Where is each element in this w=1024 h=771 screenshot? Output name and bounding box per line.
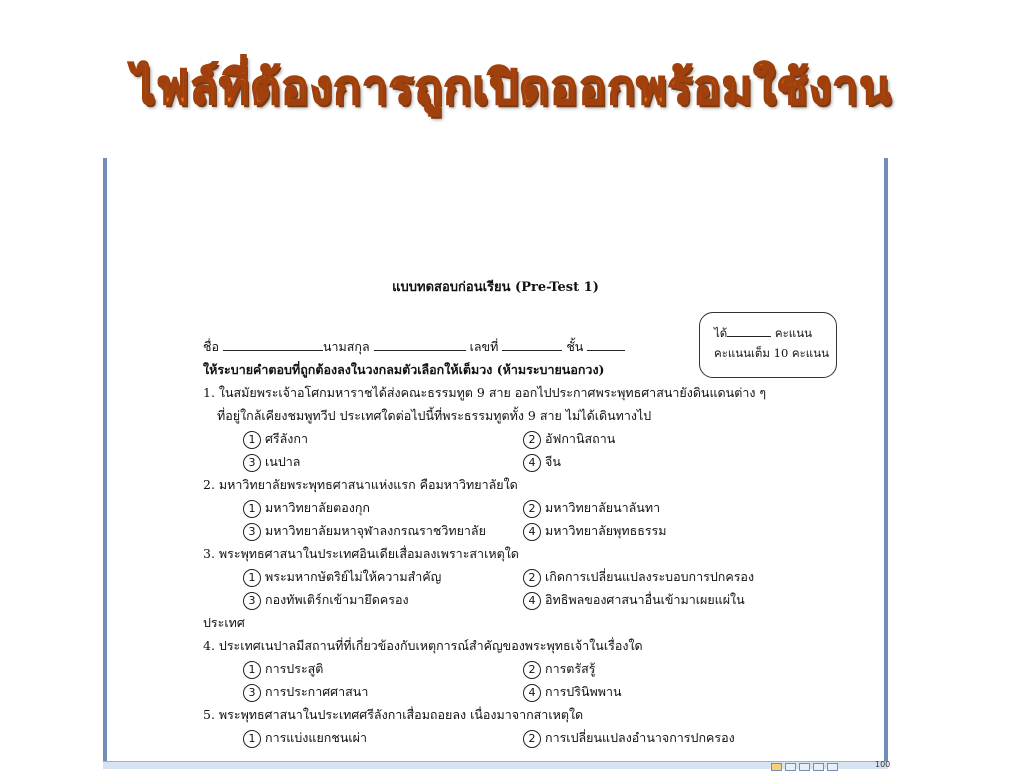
class-label: ชั้น [566,339,584,354]
option-number-2: 2 [523,661,541,679]
option-text: กองทัพเติร์กเข้ามายึดครอง [265,592,409,607]
option-number-4: 4 [523,454,541,472]
option-text: การประกาศศาสนา [265,684,369,699]
question-4: 4. ประเทศเนปาลมีสถานที่ที่เกี่ยวข้องกับเหตุการณ์สำคัญของพระพุทธเจ้าในเรื่องใด [203,638,643,653]
option-text: การประสูติ [265,661,324,676]
number-blank [502,339,562,351]
surname-label: นามสกุล [322,339,370,354]
question-3: 3. พระพุทธศาสนาในประเทศอินเดียเสื่อมลงเพราะสาเหตุใด [203,546,519,561]
document-title: แบบทดสอบก่อนเรียน (Pre-Test 1) [392,280,599,295]
q2-option-2[interactable] [523,499,660,518]
option-number-3: 3 [243,684,261,702]
option-text: การเปลี่ยนแปลงอำนาจการปกครอง [545,730,735,745]
option-number-2: 2 [523,500,541,518]
document-page [107,158,884,768]
option-number-3: 3 [243,523,261,541]
q3-option-3[interactable] [243,591,409,610]
option-number-4: 4 [523,592,541,610]
question-2: 2. มหาวิทยาลัยพระพุทธศาสนาแห่งแรก คือมหาวิทยาลัยใด [203,477,518,492]
option-text: การแบ่งแยกชนเผ่า [265,730,367,745]
option-text: เกิดการเปลี่ยนแปลงระบอบการปกครอง [545,569,755,584]
q2-option-1[interactable] [243,499,370,518]
question-1-continued: ที่อยู่ใกล้เคียงชมพูทวีป ประเทศใดต่อไปนี้ที่พระธรรมทูตทั้ง 9 สาย ไม่ได้เดินทางไป [217,408,652,423]
option-text: การปรินิพพาน [545,684,622,699]
option-text: มหาวิทยาลัยนาลันทา [545,500,661,515]
question-5: 5. พระพุทธศาสนาในประเทศศรีลังกาเสื่อมถอยลง เนื่องมาจากสาเหตุใด [203,707,584,722]
q2-option-4[interactable] [523,522,667,541]
option-text: เนปาล [265,454,301,469]
option-text: พระมหากษัตริย์ไม่ให้ความสำคัญ [265,569,442,584]
q3-option-2[interactable] [523,568,754,587]
q4-option-4[interactable] [523,683,622,702]
q3-option-4[interactable] [523,591,745,610]
option-number-3: 3 [243,454,261,472]
instruction: ให้ระบายคำตอบที่ถูกต้องลงในวงกลมตัวเลือกให้เต็มวง (ห้ามระบายนอกวง) [203,362,605,377]
document-window [103,158,891,769]
q4-option-2[interactable] [523,660,595,679]
outline-view-button[interactable] [813,763,824,771]
q1-option-2[interactable] [523,430,615,449]
question-3-continued: ประเทศ [203,615,245,630]
option-number-1: 1 [243,431,261,449]
option-number-3: 3 [243,592,261,610]
option-text: การตรัสรู้ [545,661,596,676]
print-layout-view-button[interactable] [771,763,782,771]
score-blank [727,325,771,337]
student-info-line [203,338,625,356]
full-score: คะแนนเต็ม 10 คะแนน [714,346,829,360]
option-number-1: 1 [243,730,261,748]
q3-option-1[interactable] [243,568,441,587]
option-text: มหาวิทยาลัยตองกุก [265,500,370,515]
q4-option-1[interactable] [243,660,323,679]
q5-option-2[interactable] [523,729,735,748]
q1-option-4[interactable] [523,453,561,472]
option-text: อัฟกานิสถาน [545,431,616,446]
option-text: ศรีลังกา [265,431,308,446]
option-text: มหาวิทยาลัยมหาจุฬาลงกรณราชวิทยาลัย [265,523,486,538]
q1-option-1[interactable] [243,430,308,449]
web-layout-view-button[interactable] [799,763,810,771]
q2-option-3[interactable] [243,522,486,541]
draft-view-button[interactable] [827,763,838,771]
option-number-2: 2 [523,730,541,748]
name-label: ชื่อ [203,339,219,354]
class-blank [587,339,625,351]
option-text: มหาวิทยาลัยพุทธธรรม [545,523,667,538]
full-screen-view-button[interactable] [785,763,796,771]
score-label: ได้ [714,326,728,340]
q5-option-1[interactable] [243,729,367,748]
zoom-level[interactable]: 100 [875,760,891,769]
option-number-1: 1 [243,661,261,679]
option-number-4: 4 [523,523,541,541]
option-number-1: 1 [243,569,261,587]
option-number-2: 2 [523,569,541,587]
q1-option-3[interactable] [243,453,300,472]
score-unit: คะแนน [774,326,812,340]
option-number-2: 2 [523,431,541,449]
score-box [699,312,837,378]
option-number-4: 4 [523,684,541,702]
option-number-1: 1 [243,500,261,518]
q4-option-3[interactable] [243,683,368,702]
name-blank [223,339,323,351]
option-text: อิทธิพลของศาสนาอื่นเข้ามาเผยแผ่ใน [545,592,745,607]
surname-blank [374,339,466,351]
slide-title: ไฟล์ที่ต้องการถูกเปิดออกพร้อมใช้งาน [132,60,892,114]
option-text: จีน [545,454,561,469]
question-1: 1. ในสมัยพระเจ้าอโศกมหาราชได้ส่งคณะธรรมทูต 9 สาย ออกไปประกาศพระพุทธศาสนายังดินแดนต่าง ๆ [203,385,767,400]
number-label: เลขที่ [469,339,499,354]
